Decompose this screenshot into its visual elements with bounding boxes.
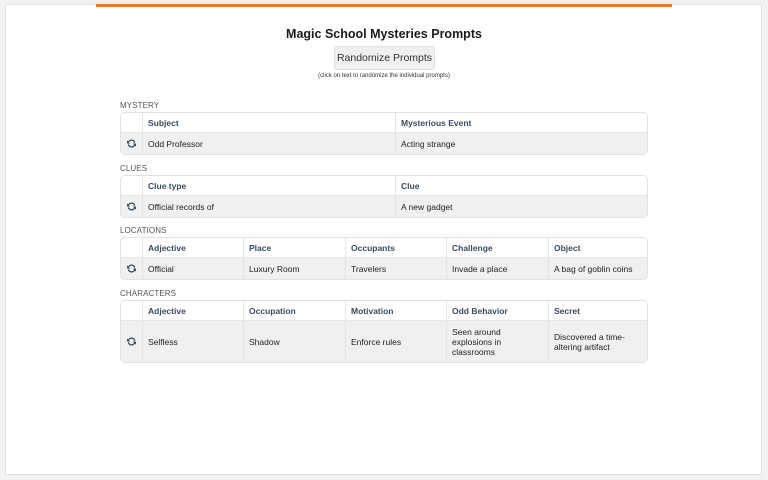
- table-row: [121, 133, 647, 154]
- prompt-cell[interactable]: Enforce rules: [345, 321, 446, 362]
- column-header: Odd Behavior: [446, 301, 548, 321]
- column-header: Secret: [548, 301, 647, 321]
- refresh-icon[interactable]: [126, 263, 137, 274]
- prompt-cell[interactable]: Official: [142, 258, 243, 279]
- randomize-prompts-button[interactable]: Randomize Prompts: [334, 46, 435, 70]
- section-label-mystery: MYSTERY: [120, 101, 160, 110]
- refresh-icon[interactable]: [126, 336, 137, 347]
- column-header: Clue: [395, 176, 647, 196]
- prompt-cell[interactable]: Shadow: [243, 321, 345, 362]
- icon-column-header: [121, 238, 142, 258]
- mystery-table: [120, 112, 648, 155]
- icon-column-header: [121, 301, 142, 321]
- section-label-locations: LOCATIONS: [120, 226, 167, 235]
- prompt-cell[interactable]: A new gadget: [395, 196, 647, 217]
- table-header-row: [121, 113, 647, 133]
- hint-text: (click on text to randomize the individual prompts): [318, 73, 450, 79]
- prompt-cell[interactable]: Seen around explosions in classrooms: [446, 321, 548, 362]
- table-header-row: [121, 301, 647, 321]
- refresh-icon[interactable]: [126, 201, 137, 212]
- prompt-cell[interactable]: Acting strange: [395, 133, 647, 154]
- section-label-characters: CHARACTERS: [120, 289, 177, 298]
- prompt-cell[interactable]: A bag of goblin coins: [548, 258, 647, 279]
- column-header: Challenge: [446, 238, 548, 258]
- refresh-row-button[interactable]: [121, 321, 142, 362]
- column-header: Subject: [142, 113, 395, 133]
- prompt-cell[interactable]: Invade a place: [446, 258, 548, 279]
- prompt-cell[interactable]: Selfless: [142, 321, 243, 362]
- prompt-cell[interactable]: Odd Professor: [142, 133, 395, 154]
- table-header-row: [121, 238, 647, 258]
- clues-table: [120, 175, 648, 218]
- prompt-cell[interactable]: Discovered a time-altering artifact: [548, 321, 647, 362]
- table-header-row: [121, 176, 647, 196]
- prompt-cell[interactable]: Travelers: [345, 258, 446, 279]
- locations-table: [120, 237, 648, 280]
- table-row: [121, 321, 647, 362]
- refresh-row-button[interactable]: [121, 196, 142, 217]
- characters-table: [120, 300, 648, 363]
- accent-bar: [96, 4, 672, 7]
- page-title: Magic School Mysteries Prompts: [286, 27, 482, 41]
- refresh-row-button[interactable]: [121, 258, 142, 279]
- column-header: Place: [243, 238, 345, 258]
- refresh-icon[interactable]: [126, 138, 137, 149]
- section-label-clues: CLUES: [120, 164, 148, 173]
- column-header: Motivation: [345, 301, 446, 321]
- prompt-cell[interactable]: Official records of: [142, 196, 395, 217]
- column-header: Clue type: [142, 176, 395, 196]
- column-header: Occupants: [345, 238, 446, 258]
- prompt-cell[interactable]: Luxury Room: [243, 258, 345, 279]
- icon-column-header: [121, 176, 142, 196]
- column-header: Adjective: [142, 238, 243, 258]
- table-row: [121, 258, 647, 279]
- table-row: [121, 196, 647, 217]
- icon-column-header: [121, 113, 142, 133]
- refresh-row-button[interactable]: [121, 133, 142, 154]
- column-header: Occupation: [243, 301, 345, 321]
- column-header: Object: [548, 238, 647, 258]
- column-header: Mysterious Event: [395, 113, 647, 133]
- column-header: Adjective: [142, 301, 243, 321]
